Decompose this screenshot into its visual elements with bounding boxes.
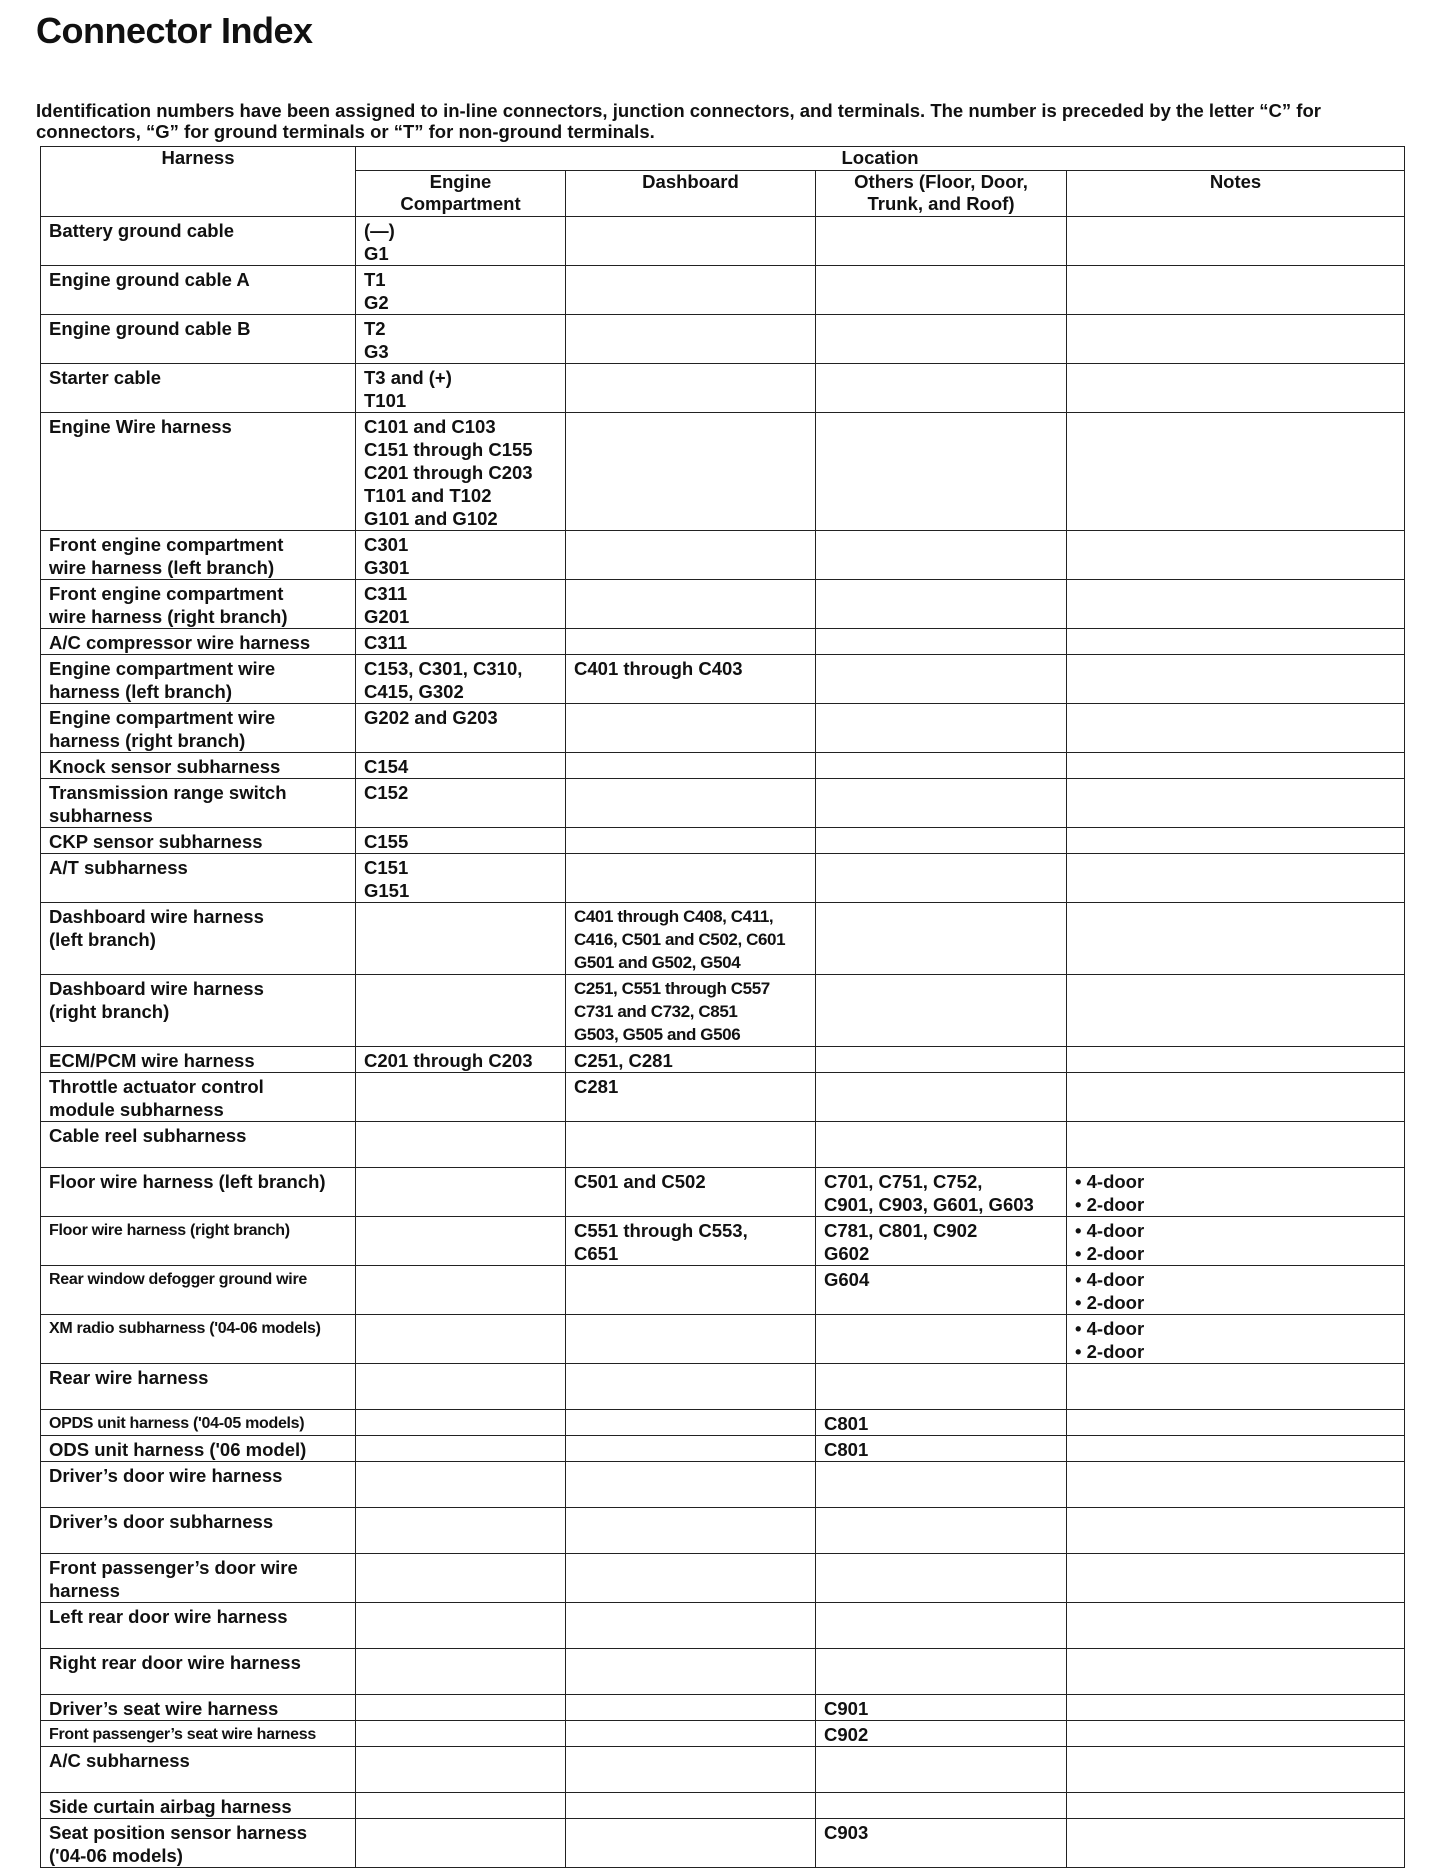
- page-title: Connector Index: [36, 10, 313, 51]
- engine-cell: C154: [356, 753, 566, 779]
- engine-cell: [356, 1436, 566, 1462]
- others-cell: [816, 854, 1067, 903]
- table-row: [41, 1315, 1405, 1364]
- dashboard-cell: [566, 1436, 816, 1462]
- dashboard-cell: [566, 1122, 816, 1168]
- harness-cell: Rear wire harness: [41, 1364, 356, 1410]
- notes-cell: [1067, 854, 1405, 903]
- engine-cell: [356, 1462, 566, 1508]
- engine-cell: C301 G301: [356, 531, 566, 580]
- notes-cell: [1067, 1436, 1405, 1462]
- engine-cell: [356, 1073, 566, 1122]
- others-cell: [816, 828, 1067, 854]
- engine-cell: T2 G3: [356, 315, 566, 364]
- notes-cell: [1067, 531, 1405, 580]
- harness-cell: CKP sensor subharness: [41, 828, 356, 854]
- engine-cell: C151 G151: [356, 854, 566, 903]
- table-row: [41, 1554, 1405, 1603]
- harness-cell: Engine Wire harness: [41, 413, 356, 531]
- table-row: [41, 1793, 1405, 1819]
- dashboard-cell: [566, 1649, 816, 1695]
- engine-cell: [356, 1410, 566, 1436]
- dashboard-cell: [566, 1364, 816, 1410]
- engine-cell: [356, 1695, 566, 1721]
- harness-cell: Driver’s door subharness: [41, 1508, 356, 1554]
- notes-cell: [1067, 1122, 1405, 1168]
- notes-cell: [1067, 1554, 1405, 1603]
- dashboard-cell: [566, 828, 816, 854]
- engine-cell: [356, 1603, 566, 1649]
- notes-cell: [1067, 1819, 1405, 1868]
- table-row: [41, 1508, 1405, 1554]
- engine-cell: [356, 1554, 566, 1603]
- notes-cell: [1067, 629, 1405, 655]
- notes-cell: [1067, 1695, 1405, 1721]
- harness-cell: Dashboard wire harness (left branch): [41, 903, 356, 975]
- dashboard-cell: C501 and C502: [566, 1168, 816, 1217]
- others-cell: [816, 1122, 1067, 1168]
- harness-cell: Transmission range switch subharness: [41, 779, 356, 828]
- dashboard-cell: [566, 531, 816, 580]
- engine-cell: C201 through C203: [356, 1047, 566, 1073]
- table-row: [41, 266, 1405, 315]
- others-cell: C901: [816, 1695, 1067, 1721]
- harness-cell: Seat position sensor harness ('04-06 models): [41, 1819, 356, 1868]
- dashboard-cell: [566, 854, 816, 903]
- notes-cell: [1067, 655, 1405, 704]
- others-cell: [816, 1047, 1067, 1073]
- dashboard-cell: C251, C281: [566, 1047, 816, 1073]
- table-row: [41, 580, 1405, 629]
- header-others: Others (Floor, Door, Trunk, and Roof): [816, 171, 1067, 217]
- table-row: [41, 975, 1405, 1047]
- engine-cell: C153, C301, C310, C415, G302: [356, 655, 566, 704]
- dashboard-cell: [566, 1266, 816, 1315]
- harness-cell: Driver’s seat wire harness: [41, 1695, 356, 1721]
- engine-cell: [356, 1747, 566, 1793]
- dashboard-cell: [566, 629, 816, 655]
- others-cell: [816, 704, 1067, 753]
- table-row: [41, 531, 1405, 580]
- notes-cell: [1067, 315, 1405, 364]
- notes-cell: [1067, 1649, 1405, 1695]
- notes-cell: [1067, 1410, 1405, 1436]
- notes-cell: [1067, 779, 1405, 828]
- dashboard-cell: [566, 1695, 816, 1721]
- engine-cell: T1 G2: [356, 266, 566, 315]
- engine-cell: [356, 1168, 566, 1217]
- others-cell: C801: [816, 1436, 1067, 1462]
- dashboard-cell: [566, 753, 816, 779]
- others-cell: C902: [816, 1721, 1067, 1747]
- notes-cell: • 4-door • 2-door: [1067, 1266, 1405, 1315]
- others-cell: [816, 1508, 1067, 1554]
- others-cell: [816, 315, 1067, 364]
- notes-cell: [1067, 828, 1405, 854]
- dashboard-cell: [566, 704, 816, 753]
- notes-cell: [1067, 1508, 1405, 1554]
- notes-cell: [1067, 413, 1405, 531]
- notes-cell: [1067, 1462, 1405, 1508]
- others-cell: [816, 531, 1067, 580]
- table-row: [41, 413, 1405, 531]
- table-row: [41, 1436, 1405, 1462]
- others-cell: C701, C751, C752, C901, C903, G601, G603: [816, 1168, 1067, 1217]
- notes-cell: [1067, 753, 1405, 779]
- table-row: [41, 1695, 1405, 1721]
- dashboard-cell: [566, 1462, 816, 1508]
- others-cell: [816, 1315, 1067, 1364]
- engine-cell: [356, 1649, 566, 1695]
- table-row: [41, 1819, 1405, 1868]
- table-row: [41, 1266, 1405, 1315]
- engine-cell: C311 G201: [356, 580, 566, 629]
- others-cell: [816, 975, 1067, 1047]
- engine-cell: [356, 1364, 566, 1410]
- notes-cell: [1067, 1073, 1405, 1122]
- header-dashboard: Dashboard: [566, 171, 816, 217]
- harness-cell: Starter cable: [41, 364, 356, 413]
- harness-cell: Engine compartment wire harness (right branch): [41, 704, 356, 753]
- table-row: [41, 1168, 1405, 1217]
- others-cell: [816, 1747, 1067, 1793]
- harness-cell: ECM/PCM wire harness: [41, 1047, 356, 1073]
- table-row: [41, 629, 1405, 655]
- table-row: [41, 753, 1405, 779]
- others-cell: [816, 1073, 1067, 1122]
- engine-cell: [356, 1508, 566, 1554]
- notes-cell: [1067, 704, 1405, 753]
- dashboard-cell: [566, 1508, 816, 1554]
- harness-cell: Engine ground cable B: [41, 315, 356, 364]
- harness-cell: Right rear door wire harness: [41, 1649, 356, 1695]
- table-row: [41, 364, 1405, 413]
- dashboard-cell: C401 through C408, C411, C416, C501 and C502, C601 G501 and G502, G504: [566, 903, 816, 975]
- engine-cell: C155: [356, 828, 566, 854]
- harness-cell: XM radio subharness ('04-06 models): [41, 1315, 356, 1364]
- intro-paragraph: Identification numbers have been assigned to in-line connectors, junction connectors, and terminals. The number is preceded by the letter “C” for connectors, “G” for ground terminals or “T” for non-ground terminals.: [36, 100, 1321, 142]
- harness-cell: Throttle actuator control module subharness: [41, 1073, 356, 1122]
- notes-cell: [1067, 266, 1405, 315]
- others-cell: [816, 1364, 1067, 1410]
- harness-cell: Dashboard wire harness (right branch): [41, 975, 356, 1047]
- harness-cell: Left rear door wire harness: [41, 1603, 356, 1649]
- table-row: [41, 1217, 1405, 1266]
- others-cell: [816, 364, 1067, 413]
- others-cell: [816, 580, 1067, 629]
- others-cell: [816, 1603, 1067, 1649]
- dashboard-cell: C551 through C553, C651: [566, 1217, 816, 1266]
- others-cell: [816, 413, 1067, 531]
- dashboard-cell: [566, 1721, 816, 1747]
- harness-cell: Engine ground cable A: [41, 266, 356, 315]
- engine-cell: C311: [356, 629, 566, 655]
- notes-cell: • 4-door • 2-door: [1067, 1168, 1405, 1217]
- notes-cell: • 4-door • 2-door: [1067, 1217, 1405, 1266]
- dashboard-cell: [566, 1819, 816, 1868]
- harness-cell: Knock sensor subharness: [41, 753, 356, 779]
- dashboard-cell: C281: [566, 1073, 816, 1122]
- engine-cell: [356, 903, 566, 975]
- table-row: [41, 1649, 1405, 1695]
- dashboard-cell: [566, 217, 816, 266]
- harness-cell: Side curtain airbag harness: [41, 1793, 356, 1819]
- engine-cell: [356, 1315, 566, 1364]
- engine-cell: C101 and C103 C151 through C155 C201 through C203 T101 and T102 G101 and G102: [356, 413, 566, 531]
- others-cell: C781, C801, C902 G602: [816, 1217, 1067, 1266]
- harness-cell: ODS unit harness ('06 model): [41, 1436, 356, 1462]
- engine-cell: [356, 1819, 566, 1868]
- notes-cell: [1067, 1603, 1405, 1649]
- dashboard-cell: [566, 1410, 816, 1436]
- notes-cell: [1067, 1364, 1405, 1410]
- notes-cell: [1067, 1793, 1405, 1819]
- dashboard-cell: [566, 266, 816, 315]
- harness-cell: Front engine compartment wire harness (left branch): [41, 531, 356, 580]
- table-row: [41, 1073, 1405, 1122]
- dashboard-cell: [566, 779, 816, 828]
- engine-cell: T3 and (+) T101: [356, 364, 566, 413]
- others-cell: [816, 753, 1067, 779]
- others-cell: [816, 629, 1067, 655]
- harness-cell: Cable reel subharness: [41, 1122, 356, 1168]
- engine-cell: [356, 1122, 566, 1168]
- header-engine-compartment: Engine Compartment: [356, 171, 566, 217]
- harness-cell: Battery ground cable: [41, 217, 356, 266]
- notes-cell: [1067, 364, 1405, 413]
- dashboard-cell: C401 through C403: [566, 655, 816, 704]
- table-row: [41, 1747, 1405, 1793]
- table-row: [41, 315, 1405, 364]
- header-location: Location: [356, 147, 1405, 171]
- notes-cell: • 4-door • 2-door: [1067, 1315, 1405, 1364]
- others-cell: C903: [816, 1819, 1067, 1868]
- dashboard-cell: [566, 1793, 816, 1819]
- harness-cell: OPDS unit harness ('04-05 models): [41, 1410, 356, 1436]
- table-row: [41, 1047, 1405, 1073]
- notes-cell: [1067, 1047, 1405, 1073]
- engine-cell: G202 and G203: [356, 704, 566, 753]
- engine-cell: C152: [356, 779, 566, 828]
- table-body: [41, 217, 1405, 1868]
- dashboard-cell: [566, 413, 816, 531]
- table-row: [41, 1462, 1405, 1508]
- others-cell: [816, 1793, 1067, 1819]
- harness-cell: Floor wire harness (left branch): [41, 1168, 356, 1217]
- others-cell: [816, 217, 1067, 266]
- table-row: [41, 1603, 1405, 1649]
- engine-cell: [356, 1793, 566, 1819]
- others-cell: G604: [816, 1266, 1067, 1315]
- dashboard-cell: [566, 315, 816, 364]
- engine-cell: [356, 1266, 566, 1315]
- notes-cell: [1067, 1721, 1405, 1747]
- table-row: [41, 655, 1405, 704]
- dashboard-cell: [566, 1554, 816, 1603]
- others-cell: C801: [816, 1410, 1067, 1436]
- dashboard-cell: [566, 1315, 816, 1364]
- table-row: [41, 1721, 1405, 1747]
- others-cell: [816, 779, 1067, 828]
- dashboard-cell: [566, 1747, 816, 1793]
- harness-cell: A/T subharness: [41, 854, 356, 903]
- table-row: [41, 1410, 1405, 1436]
- notes-cell: [1067, 975, 1405, 1047]
- table-row: [41, 1364, 1405, 1410]
- others-cell: [816, 1554, 1067, 1603]
- engine-cell: [356, 1721, 566, 1747]
- dashboard-cell: C251, C551 through C557 C731 and C732, C851 G503, G505 and G506: [566, 975, 816, 1047]
- notes-cell: [1067, 580, 1405, 629]
- notes-cell: [1067, 903, 1405, 975]
- engine-cell: (—) G1: [356, 217, 566, 266]
- table-row: [41, 704, 1405, 753]
- engine-cell: [356, 975, 566, 1047]
- others-cell: [816, 1462, 1067, 1508]
- table-row: [41, 1122, 1405, 1168]
- dashboard-cell: [566, 1603, 816, 1649]
- harness-cell: A/C subharness: [41, 1747, 356, 1793]
- harness-cell: Front engine compartment wire harness (right branch): [41, 580, 356, 629]
- engine-cell: [356, 1217, 566, 1266]
- notes-cell: [1067, 217, 1405, 266]
- table-row: [41, 854, 1405, 903]
- harness-cell: Front passenger’s door wire harness: [41, 1554, 356, 1603]
- dashboard-cell: [566, 580, 816, 629]
- notes-cell: [1067, 1747, 1405, 1793]
- table-row: [41, 828, 1405, 854]
- table-row: [41, 217, 1405, 266]
- others-cell: [816, 1649, 1067, 1695]
- header-notes: Notes: [1067, 171, 1405, 217]
- others-cell: [816, 266, 1067, 315]
- harness-cell: Driver’s door wire harness: [41, 1462, 356, 1508]
- others-cell: [816, 655, 1067, 704]
- harness-cell: A/C compressor wire harness: [41, 629, 356, 655]
- connector-table: [40, 146, 1405, 1868]
- harness-cell: Floor wire harness (right branch): [41, 1217, 356, 1266]
- table-row: [41, 903, 1405, 975]
- dashboard-cell: [566, 364, 816, 413]
- others-cell: [816, 903, 1067, 975]
- header-harness: Harness: [41, 147, 356, 217]
- harness-cell: Rear window defogger ground wire: [41, 1266, 356, 1315]
- harness-cell: Front passenger’s seat wire harness: [41, 1721, 356, 1747]
- harness-cell: Engine compartment wire harness (left branch): [41, 655, 356, 704]
- table-row: [41, 779, 1405, 828]
